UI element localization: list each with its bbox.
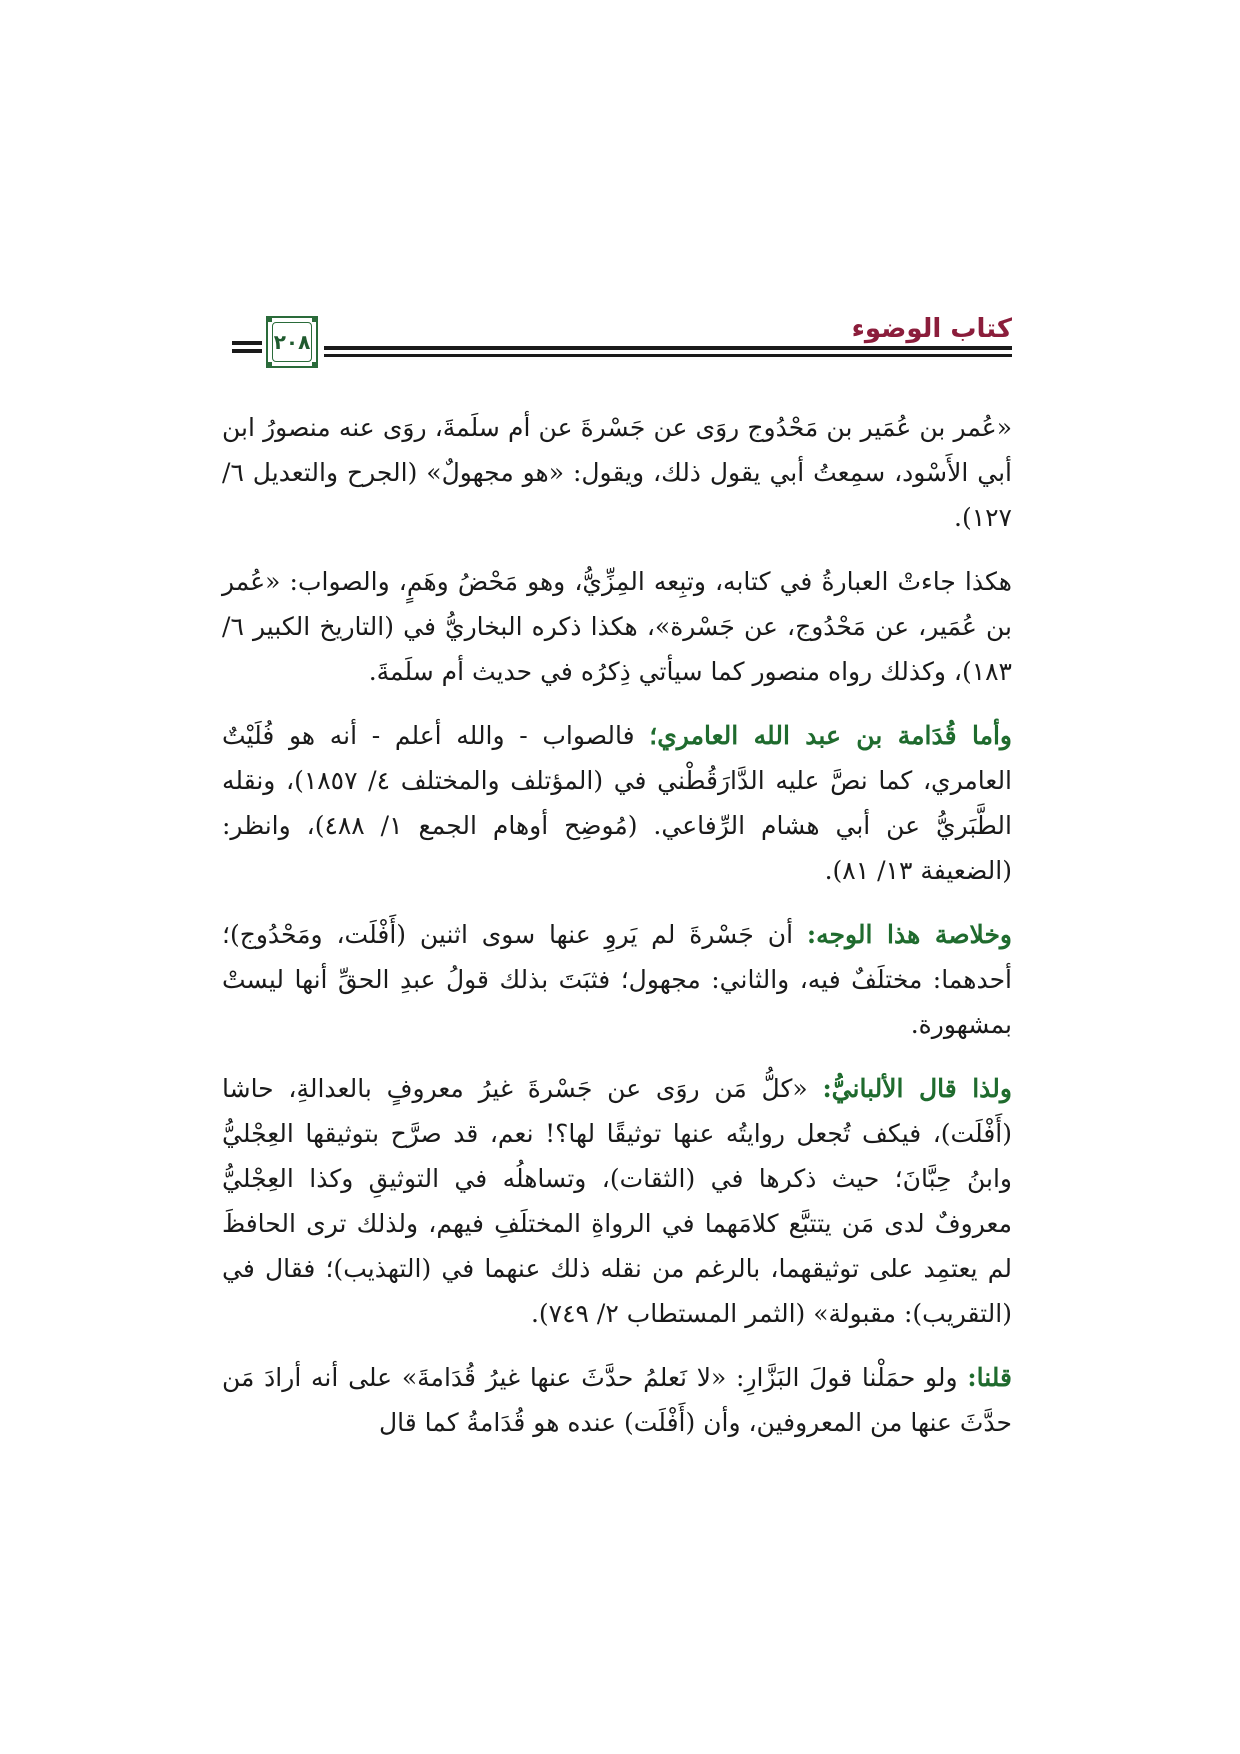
book-title: كتاب الوضوء <box>851 314 1012 344</box>
page-body <box>222 405 1012 1464</box>
page-number-badge <box>266 316 318 368</box>
paragraph-lead-heading: ولذا قال الألبانيُّ: <box>822 1074 1012 1103</box>
paragraph-text: أن جَسْرةَ لم يَروِ عنها سوى اثنين (أَفْلَت، ومَحْدُوج)؛ أحدهما: مختلَفٌ فيه، والثاني: مجهول؛ فثبَتَ بذلك قولُ عبدِ الحقِّ أنها ليستْ بمشهورة. <box>222 920 1012 1039</box>
header-rule-left-top <box>232 341 262 345</box>
header-rule-left-bottom <box>232 349 262 353</box>
paragraph-lead-heading: وأما قُدَامة بن عبد الله العامري؛ <box>649 721 1012 750</box>
badge-corner-ornament <box>312 362 318 368</box>
paragraph-lead-heading: قلنا: <box>967 1363 1012 1392</box>
header-rule-bottom <box>324 354 1012 357</box>
paragraph-lead-heading: وخلاصة هذا الوجه: <box>806 920 1012 949</box>
paragraph-text: «عُمر بن عُمَير بن مَحْدُوج روَى عن جَسْرةَ عن أم سلَمةَ، روَى عنه منصورُ ابن أبي الأَسْود، سمِعتُ أبي يقول ذلك، ويقول: «هو مجهولٌ» (الجرح والتعديل ٦/ ١٢٧). <box>222 413 1012 532</box>
page-number: ٢٠٨ <box>272 322 312 362</box>
badge-corner-ornament <box>266 362 272 368</box>
badge-corner-ornament <box>266 316 272 322</box>
paragraph <box>222 405 1012 540</box>
paragraph <box>222 713 1012 893</box>
page-header <box>232 310 1012 390</box>
paragraph <box>222 912 1012 1047</box>
badge-corner-ornament <box>312 316 318 322</box>
header-rule-top <box>324 346 1012 350</box>
paragraph-text: هكذا جاءتْ العبارةُ في كتابه، وتبِعه المِزِّيُّ، وهو مَحْضُ وهَمٍ، والصواب: «عُمر بن عُمَير، عن مَحْدُوج، عن جَسْرة»، هكذا ذكره البخاريُّ في (التاريخ الكبير ٦/ ١٨٣)، وكذلك رواه منصور كما سيأتي ذِكرُه في حديث أم سلَمةَ. <box>222 567 1012 686</box>
paragraph <box>222 1355 1012 1445</box>
paragraph-text: فالصواب - والله أعلم - أنه هو فُلَيْتٌ العامري، كما نصَّ عليه الدَّارَقُطْني في (المؤتلف والمختلف ٤/ ١٨٥٧)، ونقله الطَّبَريُّ عن أبي هشام الرِّفاعي. (مُوضِح أوهام الجمع ١/ ٤٨٨)، وانظر: (الضعيفة ١٣/ ٨١). <box>222 721 1013 885</box>
paragraph-text: ولو حمَلْنا قولَ البَزَّارِ: «لا نَعلمُ حدَّثَ عنها غيرُ قُدَامةَ» على أنه أرادَ مَن حدَّثَ عنها من المعروفين، وأن (أَفْلَت) عنده هو قُدَامةُ كما قال <box>222 1363 1012 1437</box>
paragraph <box>222 559 1012 694</box>
paragraph <box>222 1066 1012 1336</box>
paragraph-text: «كلُّ مَن روَى عن جَسْرةَ غيرُ معروفٍ بالعدالةِ، حاشا (أَفْلَت)، فيكف تُجعل روايتُه عنها توثيقًا لها؟! نعم، قد صرَّح بتوثيقها العِجْليُّ وابنُ حِبَّانَ؛ حيث ذكرها في (الثقات)، وتساهلُه في التوثيقِ وكذا العِجْليُّ معروفٌ لدى مَن يتتبَّع كلامَهما في الرواةِ المختلَفِ فيهم، ولذلك ترى الحافظَ لم يعتمِد على توثيقهما، بالرغم من نقله ذلك عنهما في (التهذيب)؛ فقال في (التقريب): مقبولة» (الثمر المستطاب ٢/ ٧٤٩). <box>222 1074 1012 1328</box>
